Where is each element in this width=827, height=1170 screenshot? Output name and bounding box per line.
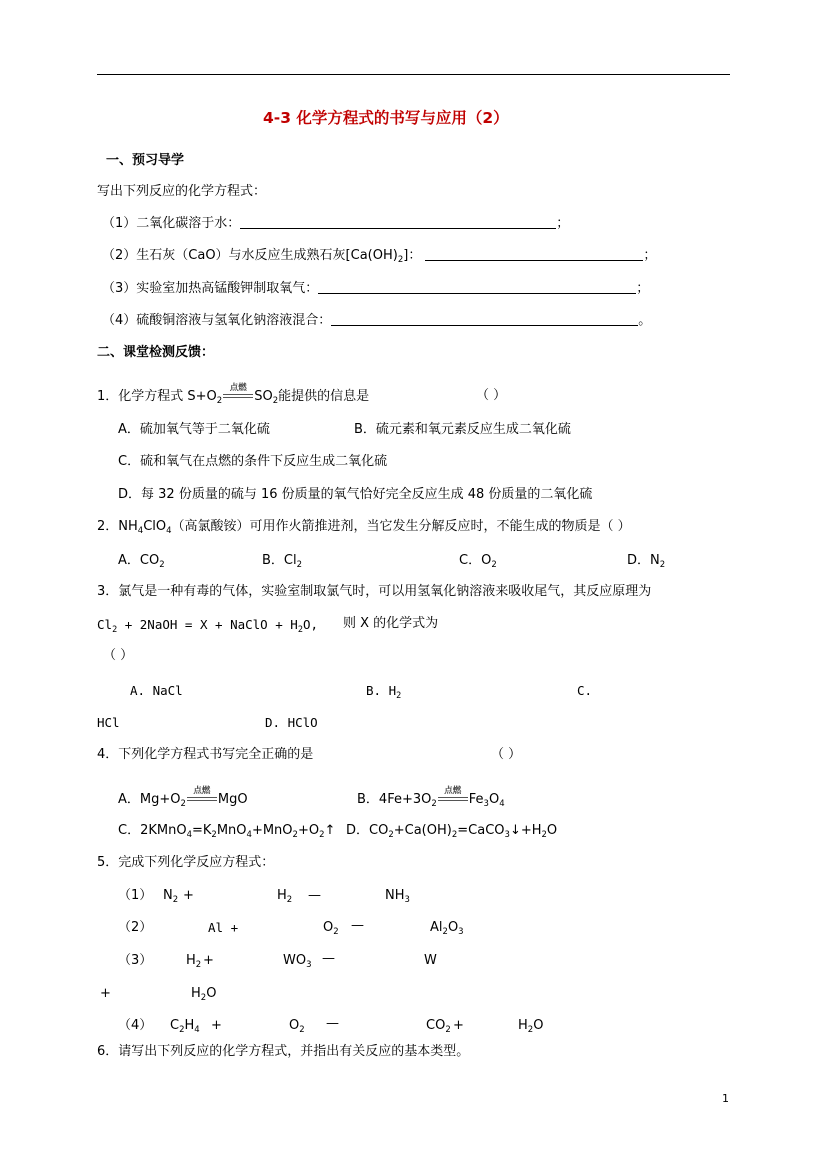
q3-stem: 3．氯气是一种有毒的气体，实验室制取氯气时，可以用氢氧化钠溶液来吸收尾气，其反应原理为: [97, 584, 652, 599]
q5-r1-plus: +: [183, 888, 194, 903]
q4-stem: 4．下列化学方程式书写完全正确的是: [97, 747, 314, 762]
q5-r3-plus2: +: [100, 986, 111, 1001]
q4-answer-paren[interactable]: （ ）: [491, 747, 522, 762]
q2-option-a[interactable]: A．$CO_2$: [118, 553, 165, 570]
reaction-condition-arrow: 点燃: [223, 388, 253, 402]
q5-r3-product-a: W: [424, 953, 437, 968]
q5-r3-arrow: —: [322, 951, 335, 966]
answer-blank-3[interactable]: [318, 281, 636, 294]
q5-r2-number: （2）: [118, 920, 153, 935]
q2-option-c[interactable]: C．$O_2$: [459, 553, 497, 570]
q3-equation: $Cl_2$ + 2NaOH = X + NaClO + $H_2O$,: [97, 617, 318, 635]
q5-r4-reactant-a: $C_2H_4$: [170, 1018, 200, 1035]
q5-r1-number: （1）: [118, 888, 153, 903]
section1-intro: 写出下列反应的化学方程式：: [97, 184, 267, 199]
q5-r4-plus: +: [211, 1018, 222, 1033]
q5-r1-arrow: —: [308, 888, 321, 903]
q1-option-c[interactable]: C．硫和氧气在点燃的条件下反应生成二氧化硫: [118, 454, 388, 469]
page-number: 1: [722, 1092, 729, 1105]
q1-option-d[interactable]: D．每 32 份质量的硫与 16 份质量的氧气恰好完全反应生成 48 份质量的二氧化硫: [118, 487, 593, 502]
q1-stem: 1．化学方程式 $S+O_2$ 点燃 $SO_2$能提供的信息是: [97, 383, 370, 406]
q5-r3-reactant-a: $H_2$: [186, 953, 202, 970]
answer-blank-4[interactable]: [331, 313, 638, 326]
prestudy-item-3: （3）实验室加热高锰酸钾制取氧气： ；: [102, 281, 650, 296]
q5-r4-product-b: $H_2O$: [518, 1018, 544, 1035]
q5-r2-reactant-b: $O_2$: [323, 920, 339, 937]
q4-option-b[interactable]: B．$4Fe+3O_2$ 点燃 $Fe_3O_4$: [357, 786, 505, 809]
section1-heading: 一、预习导学: [106, 153, 185, 168]
prestudy-item-4: （4）硫酸铜溶液与氢氧化钠溶液混合： 。: [102, 313, 652, 328]
q4-option-a[interactable]: A．$Mg+O_2$ 点燃 MgO: [118, 786, 248, 809]
q5-r2-product: $Al_2O_3$: [430, 920, 464, 937]
q3-option-d[interactable]: D. HClO: [265, 715, 318, 730]
header-rule: [97, 74, 730, 75]
q5-r4-plus2: +: [453, 1018, 464, 1033]
q1-option-b[interactable]: B．硫元素和氧元素反应生成二氧化硫: [354, 422, 571, 437]
q3-option-b[interactable]: B. $H_2$: [366, 683, 402, 701]
q5-r3-plus: +: [203, 953, 214, 968]
section2-heading: 二、课堂检测反馈：: [97, 345, 215, 360]
q3-option-a[interactable]: A. NaCl: [130, 683, 183, 698]
q5-stem: 5．完成下列化学反应方程式：: [97, 855, 275, 870]
prestudy-item-2: （2）生石灰（CaO）与水反应生成熟石灰$[Ca(OH)_2]$： ；: [102, 248, 657, 265]
q4-option-d[interactable]: D．$CO_2+Ca(OH)_2=CaCO_3↓+H_2O$: [346, 823, 558, 840]
q5-r1-product: $NH_3$: [385, 888, 410, 905]
q5-r4-product-a: $CO_2$: [426, 1018, 451, 1035]
q5-r3-product-b: $H_2O$: [191, 986, 217, 1003]
q5-r3-number: （3）: [118, 953, 153, 968]
q4-option-c[interactable]: C．$2KMnO_4=K_2MnO_4+MnO_2+O_2↑$: [118, 823, 336, 840]
answer-blank-2[interactable]: [425, 248, 643, 261]
q5-r4-arrow: —: [326, 1016, 339, 1031]
q5-r4-number: （4）: [118, 1018, 153, 1033]
reaction-condition-arrow: 点燃: [438, 791, 468, 805]
page-title: 4-3 化学方程式的书写与应用（2）: [263, 109, 509, 127]
prestudy-item-1: （1）二氧化碳溶于水： ；: [102, 216, 570, 231]
reaction-condition-arrow: 点燃: [187, 791, 217, 805]
q3-question: 则 X 的化学式为: [343, 616, 439, 631]
q5-r2-arrow: —: [351, 918, 364, 933]
answer-blank-1[interactable]: [240, 216, 556, 229]
q2-option-b[interactable]: B．$Cl_2$: [262, 553, 303, 570]
q5-r4-reactant-b: $O_2$: [289, 1018, 305, 1035]
q3-option-c-label[interactable]: C.: [577, 683, 593, 698]
q5-r3-reactant-b: $WO_3$: [283, 953, 312, 970]
q2-stem: 2．$NH_4ClO_4$（高氯酸铵）可用作火箭推进剂，当它发生分解反应时，不能生成的物质是（ ）: [97, 519, 631, 536]
q5-r2-reactant-a: Al +: [208, 920, 239, 935]
q5-r1-reactant-a: $N_2$: [163, 888, 179, 905]
q1-answer-paren[interactable]: （ ）: [476, 388, 507, 403]
q6-stem: 6．请写出下列反应的化学方程式，并指出有关反应的基本类型。: [97, 1044, 470, 1059]
q1-option-a[interactable]: A．硫加氧气等于二氧化硫: [118, 422, 270, 437]
q5-r1-reactant-b: $H_2$: [277, 888, 293, 905]
q3-answer-paren[interactable]: （ ）: [103, 648, 134, 663]
q2-option-d[interactable]: D．$N_2$: [627, 553, 666, 570]
q3-option-c-value: HCl: [97, 715, 120, 730]
